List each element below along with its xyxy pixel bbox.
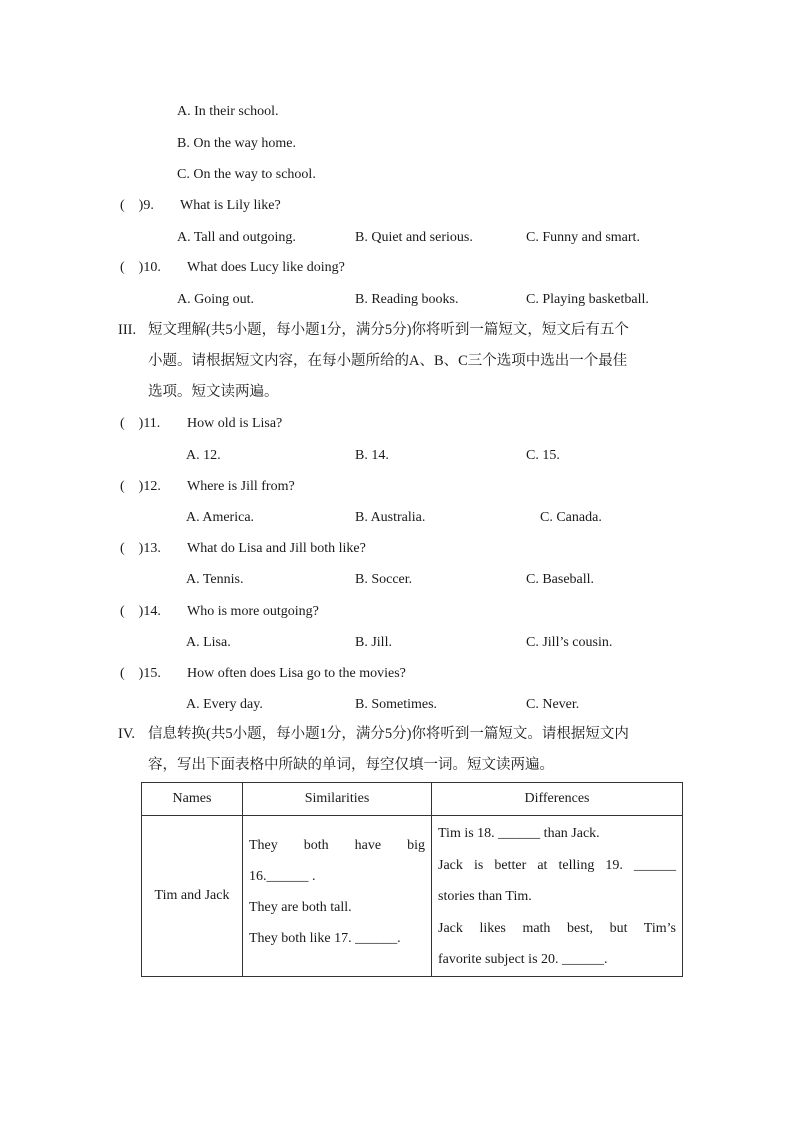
question-number: ( )9. bbox=[120, 198, 154, 213]
similarity-line: They are both tall. bbox=[249, 900, 352, 915]
question-number: ( )12. bbox=[120, 479, 161, 494]
option-b: B. Reading books. bbox=[355, 292, 459, 307]
option-c: C. On the way to school. bbox=[177, 167, 316, 182]
similarity-blank-16: 16.______ . bbox=[249, 869, 316, 884]
question-text: What does Lucy like doing? bbox=[187, 260, 345, 275]
instruction-line: 小题。请根据短文内容，在每小题所给的A、B、C三个选项中选出一个最佳 bbox=[148, 353, 628, 369]
option-b: B. Soccer. bbox=[355, 572, 413, 587]
difference-blank-20: favorite subject is 20. ______. bbox=[438, 952, 608, 967]
cell-names: Tim and Jack bbox=[142, 816, 243, 977]
question-text: How old is Lisa? bbox=[187, 416, 283, 431]
option-a: A. America. bbox=[186, 510, 255, 525]
question-text: Who is more outgoing? bbox=[187, 604, 319, 619]
option-c: C. 15. bbox=[526, 448, 560, 463]
option-a: A. Tall and outgoing. bbox=[177, 230, 296, 245]
difference-line: Jack likes math best, but Tim’s bbox=[438, 920, 676, 936]
option-a: A. Lisa. bbox=[186, 635, 231, 650]
header-similarities: Similarities bbox=[243, 783, 432, 816]
table-header-row bbox=[142, 783, 683, 816]
option-c: C. Playing basketball. bbox=[526, 292, 649, 307]
option-b: B. Australia. bbox=[355, 510, 426, 525]
table-row bbox=[142, 816, 683, 977]
question-text: What is Lily like? bbox=[180, 198, 281, 213]
option-c: C. Canada. bbox=[540, 510, 602, 525]
option-b: B. Quiet and serious. bbox=[355, 230, 473, 245]
question-number: ( )13. bbox=[120, 541, 161, 556]
instruction-line: 信息转换(共5小题，每小题1分，满分5分)你将听到一篇短文。请根据短文内 bbox=[148, 726, 629, 742]
question-number: ( )14. bbox=[120, 604, 161, 619]
info-table bbox=[141, 782, 683, 977]
section-3-instructions bbox=[118, 315, 629, 408]
question-text: Where is Jill from? bbox=[187, 479, 295, 494]
section-label: IV. bbox=[118, 726, 136, 742]
option-c: C. Jill’s cousin. bbox=[526, 635, 613, 650]
option-a: A. Going out. bbox=[177, 292, 254, 307]
difference-blank-19: Jack is better at telling 19. ______ bbox=[438, 857, 676, 873]
instruction-line: 短文理解(共5小题，每小题1分，满分5分)你将听到一篇短文，短文后有五个 bbox=[148, 322, 629, 338]
section-4-instructions bbox=[118, 719, 629, 781]
header-names: Names bbox=[142, 783, 243, 816]
option-b: B. Sometimes. bbox=[355, 697, 438, 712]
instruction-line: 容，写出下面表格中所缺的单词，每空仅填一词。短文读两遍。 bbox=[148, 757, 554, 773]
option-b: B. On the way home. bbox=[177, 136, 296, 151]
difference-line: stories than Tim. bbox=[438, 889, 532, 904]
question-text: What do Lisa and Jill both like? bbox=[187, 541, 366, 556]
similarity-line: They both have big bbox=[249, 838, 425, 853]
option-b: B. 14. bbox=[355, 448, 389, 463]
option-c: C. Funny and smart. bbox=[526, 230, 640, 245]
instruction-line: 选项。短文读两遍。 bbox=[148, 384, 279, 400]
cell-similarities bbox=[243, 816, 432, 977]
option-c: C. Baseball. bbox=[526, 572, 595, 587]
similarity-blank-17: They both like 17. ______. bbox=[249, 931, 401, 946]
difference-blank-18: Tim is 18. ______ than Jack. bbox=[438, 826, 600, 841]
section-label: III. bbox=[118, 322, 137, 338]
option-a: A. 12. bbox=[186, 448, 221, 463]
question-number: ( )11. bbox=[120, 416, 161, 431]
option-b: B. Jill. bbox=[355, 635, 392, 650]
question-number: ( )15. bbox=[120, 666, 161, 681]
question-number: ( )10. bbox=[120, 260, 161, 275]
option-a: A. In their school. bbox=[177, 104, 279, 119]
header-differences: Differences bbox=[432, 783, 683, 816]
cell-differences bbox=[432, 816, 683, 977]
question-text: How often does Lisa go to the movies? bbox=[187, 666, 406, 681]
option-c: C. Never. bbox=[526, 697, 580, 712]
option-a: A. Tennis. bbox=[186, 572, 244, 587]
option-a: A. Every day. bbox=[186, 697, 263, 712]
